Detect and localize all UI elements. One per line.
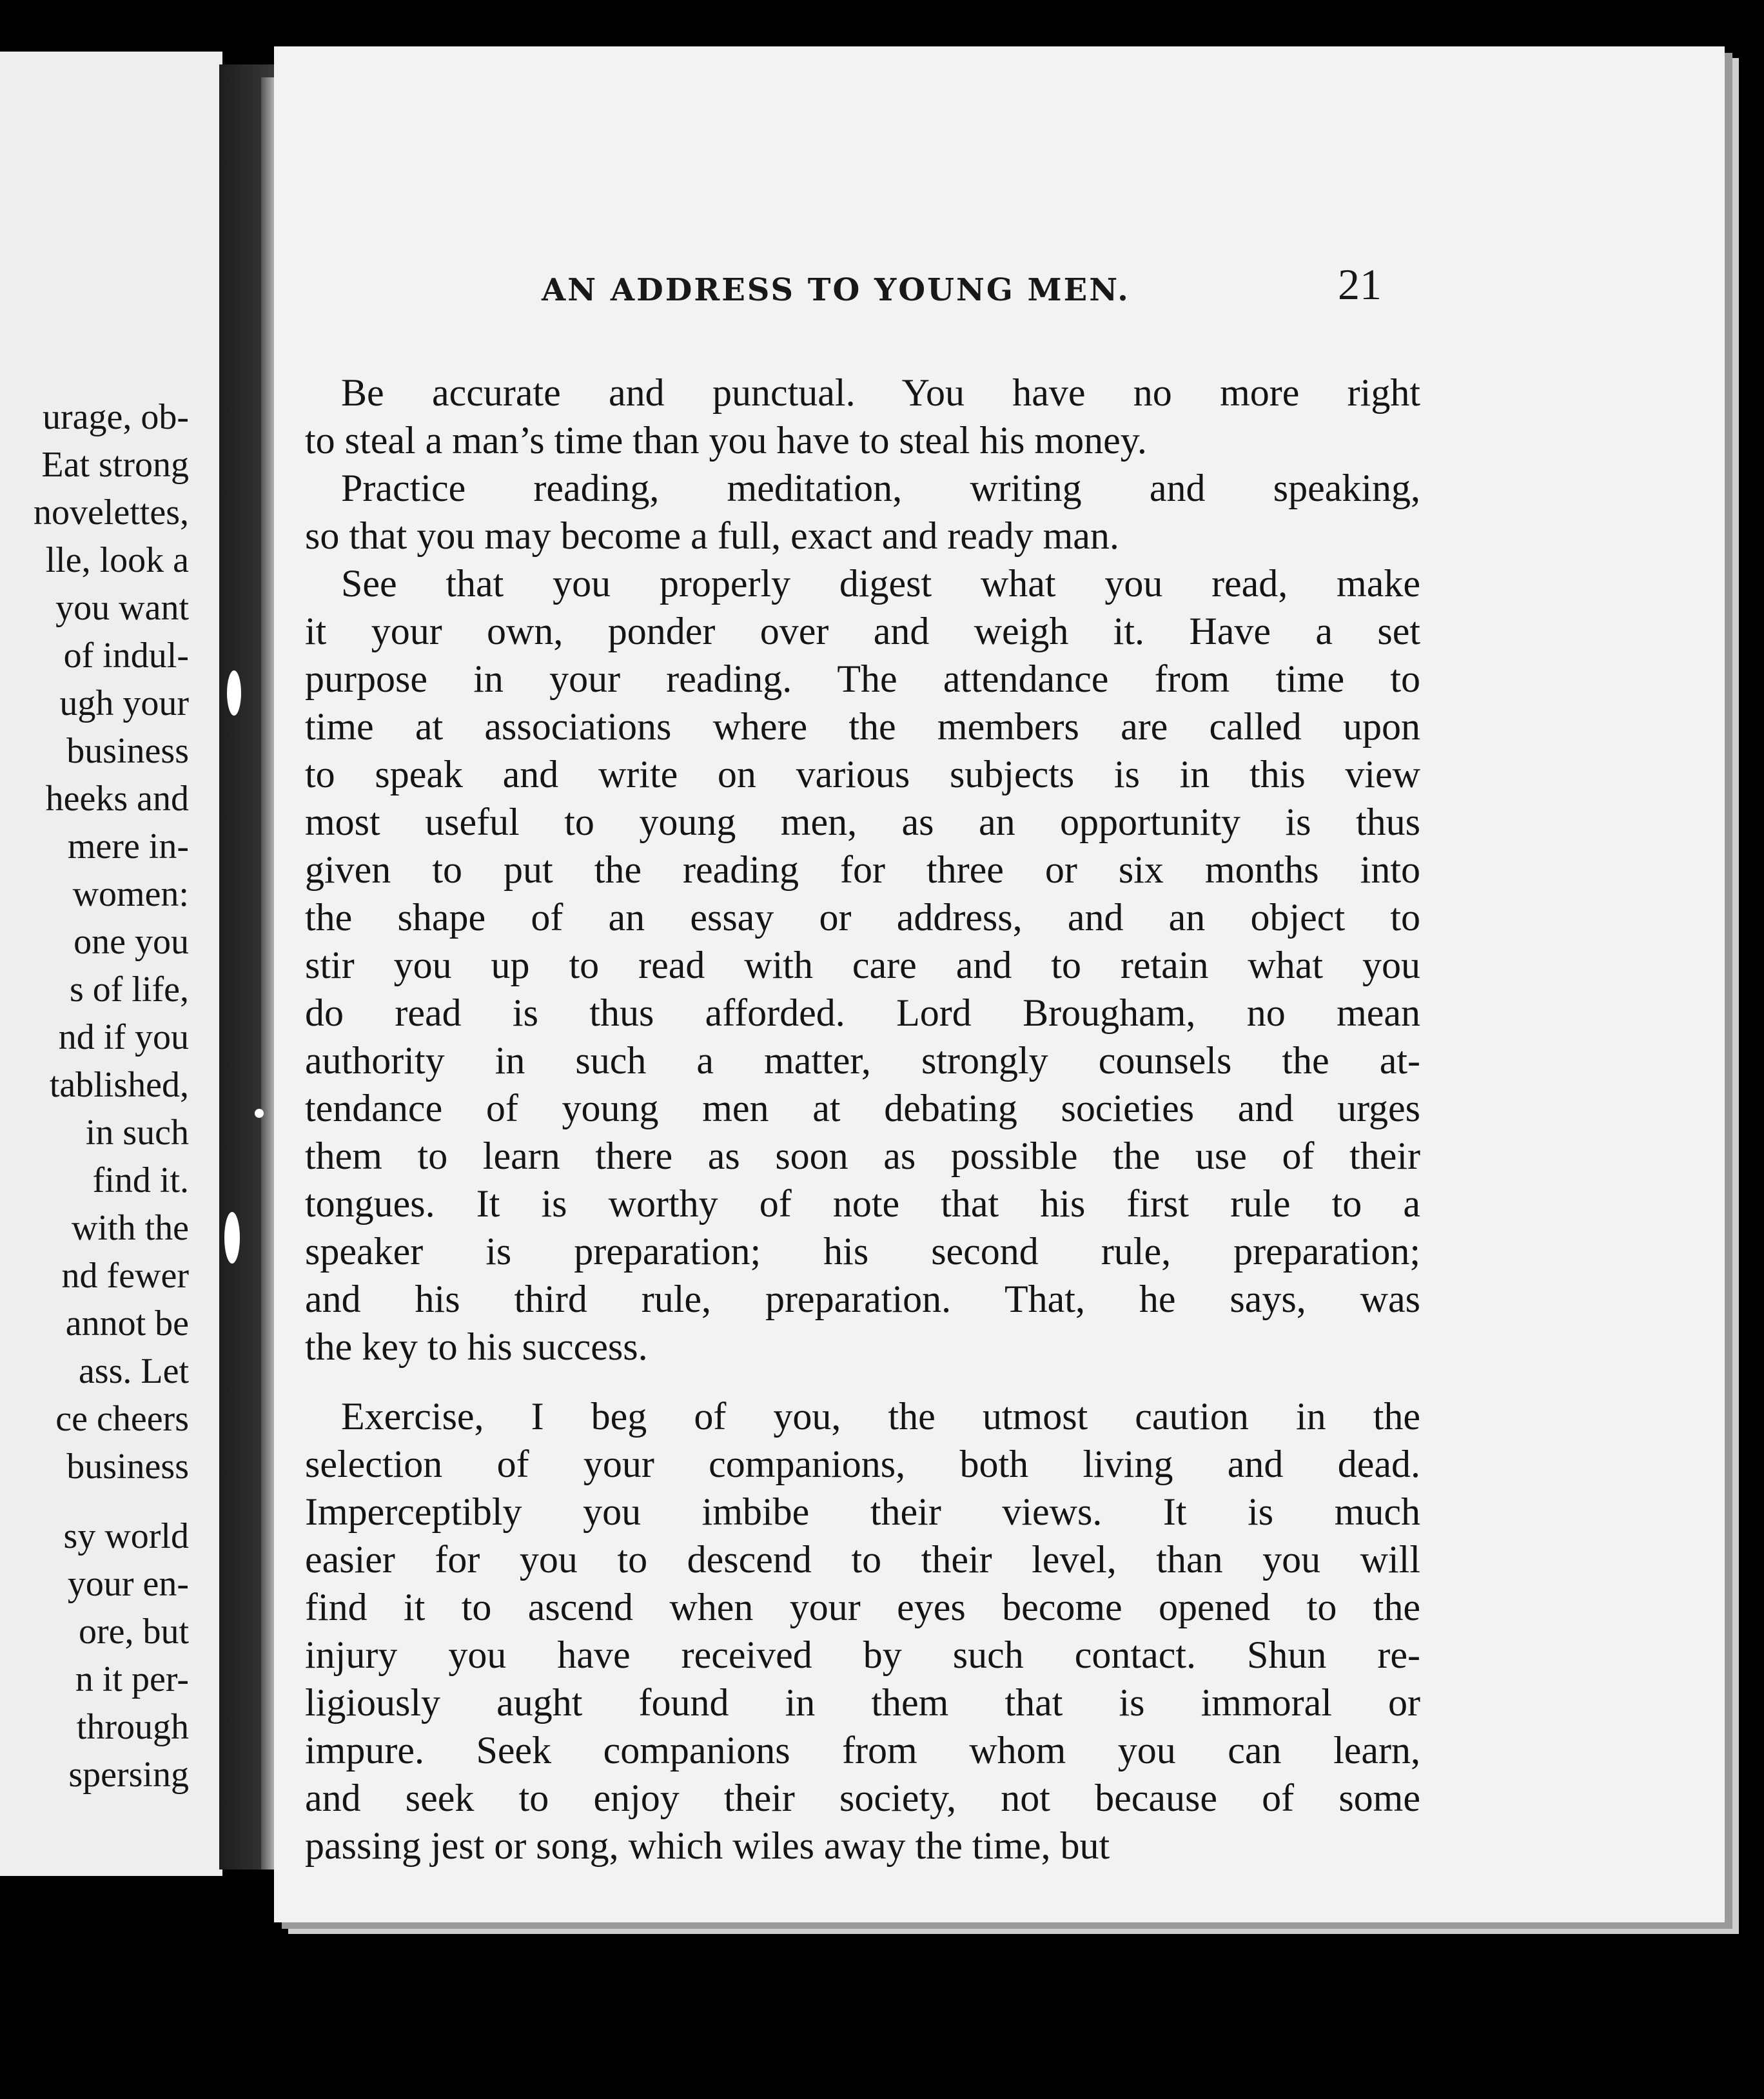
text-line: it your own, ponder over and weigh it. Have a set — [305, 610, 1420, 652]
text-line: authority in such a matter, strongly counsels the at- — [305, 1039, 1420, 1082]
left-page-line: one you — [74, 922, 189, 962]
left-page-line: with the — [72, 1208, 189, 1248]
left-page-line: find it. — [92, 1160, 189, 1200]
text-line: them to learn there as soon as possible the use of their — [305, 1135, 1420, 1177]
left-page-line: of indul- — [63, 636, 189, 676]
text-line: tongues. It is worthy of note that his first rule to a — [305, 1182, 1420, 1225]
text-line: do read is thus afforded. Lord Brougham, no mean — [305, 991, 1420, 1034]
left-page-line: heeks and — [45, 779, 189, 819]
text-line: Exercise, I beg of you, the utmost caution in the — [341, 1395, 1420, 1438]
left-paragraph-gap — [34, 1490, 189, 1512]
right-page — [274, 46, 1725, 1922]
text-line: to speak and write on various subjects is in this view — [305, 753, 1420, 796]
left-page-line: you want — [55, 588, 189, 628]
text-line: speaker is preparation; his second rule, preparation; — [305, 1230, 1420, 1273]
text-line: and seek to enjoy their society, not because of some — [305, 1777, 1420, 1819]
text-line: selection of your companions, both living and dead. — [305, 1443, 1420, 1485]
running-head: AN ADDRESS TO YOUNG MEN. — [542, 272, 1130, 308]
text-line: the key to his success. — [305, 1325, 648, 1368]
left-page-line: women: — [72, 874, 189, 914]
left-page-line: lle, look a — [45, 540, 189, 580]
text-line: purpose in your reading. The attendance from time to — [305, 658, 1420, 700]
left-page-line: nd if you — [58, 1017, 189, 1057]
paragraph — [305, 560, 1420, 1371]
text-line: passing jest or song, which wiles away the time, but — [305, 1824, 1110, 1867]
binding-hole — [227, 670, 241, 716]
left-page-line: in such — [85, 1113, 189, 1153]
text-line: tendance of young men at debating societies and urges — [305, 1087, 1420, 1129]
scan-speck — [255, 1109, 264, 1118]
left-page-line: spersing — [68, 1755, 189, 1795]
text-line: Be accurate and punctual. You have no more right — [341, 371, 1420, 414]
left-page-line: ass. Let — [78, 1351, 189, 1391]
text-line: most useful to young men, as an opportunity is thus — [305, 801, 1420, 843]
left-page-line: Eat strong — [41, 445, 189, 485]
text-line: easier for you to descend to their level, than you will — [305, 1538, 1420, 1581]
text-line: stir you up to read with care and to retain what you — [305, 944, 1420, 986]
left-page-line: nd fewer — [61, 1256, 189, 1296]
left-page-line: n it per- — [75, 1659, 189, 1699]
text-line: to steal a man’s time than you have to steal his money. — [305, 419, 1147, 462]
text-line: given to put the reading for three or six months into — [305, 848, 1420, 891]
text-line: time at associations where the members are called upon — [305, 705, 1420, 748]
text-line: impure. Seek companions from whom you can learn, — [305, 1729, 1420, 1772]
text-line: See that you properly digest what you read, make — [341, 562, 1420, 605]
text-line: injury you have received by such contact. Shun re- — [305, 1634, 1420, 1676]
paragraph — [305, 464, 1420, 560]
text-line: so that you may become a full, exact and ready man. — [305, 514, 1119, 557]
text-line: ligiously aught found in them that is immoral or — [305, 1681, 1420, 1724]
text-line: find it to ascend when your eyes become opened to the — [305, 1586, 1420, 1628]
left-page-line: novelettes, — [33, 493, 189, 532]
text-line: Practice reading, meditation, writing and speaking, — [341, 467, 1420, 509]
text-line: the shape of an essay or address, and an object to — [305, 896, 1420, 939]
left-page-line: ore, but — [78, 1612, 189, 1652]
left-page-line: business — [66, 1447, 189, 1487]
left-page-line: ugh your — [59, 683, 189, 723]
body-text — [305, 369, 1420, 1870]
left-page-line: annot be — [65, 1303, 189, 1343]
left-page-line: business — [66, 731, 189, 771]
text-line: and his third rule, preparation. That, he says, was — [305, 1278, 1420, 1320]
left-page-line: sy world — [63, 1516, 189, 1556]
paragraph — [305, 369, 1420, 464]
text-line: Imperceptibly you imbibe their views. It is much — [305, 1490, 1420, 1533]
left-page-line: your en- — [67, 1564, 189, 1604]
left-page — [0, 52, 222, 1876]
binding-hole — [224, 1212, 240, 1264]
paragraph-gap — [305, 1371, 1420, 1392]
left-page-text — [34, 393, 189, 1799]
left-page-line: through — [76, 1707, 189, 1747]
left-page-line: mere in- — [67, 826, 189, 866]
paragraph — [305, 1392, 1420, 1870]
page-number: 21 — [1338, 260, 1382, 309]
left-page-line: s of life, — [69, 970, 189, 1010]
left-page-line: urage, ob- — [42, 397, 189, 437]
left-page-line: ce cheers — [55, 1399, 189, 1439]
left-page-line: tablished, — [49, 1065, 189, 1105]
